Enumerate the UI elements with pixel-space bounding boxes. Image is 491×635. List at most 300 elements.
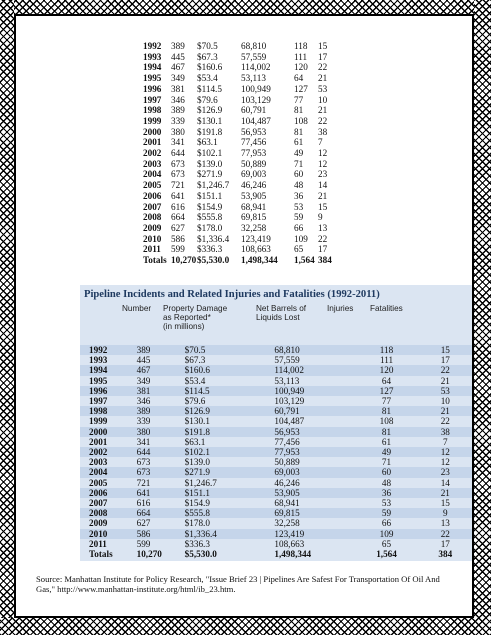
table-cell: 71	[294, 158, 304, 169]
table-cell: 2005	[89, 477, 108, 488]
table-cell: 17	[440, 538, 450, 549]
table-cell: 7	[318, 137, 323, 148]
table-cell: 111	[379, 355, 394, 366]
table-cell: 60	[381, 467, 392, 478]
table-row	[80, 498, 472, 508]
table-cell: 2003	[143, 158, 162, 169]
table-cell: 664	[171, 212, 185, 223]
table-cell: 10	[318, 94, 328, 105]
table-cell: 53,113	[274, 375, 300, 386]
inner-frame-top	[14, 14, 474, 16]
table-cell: 1998	[143, 105, 162, 116]
table-cell: 2002	[143, 148, 162, 159]
table-cell: 108,663	[274, 538, 305, 549]
table-cell: 60,791	[241, 105, 267, 116]
table-cell: 15	[318, 201, 328, 212]
table-row	[80, 376, 472, 386]
table-cell: 7	[442, 436, 448, 447]
table-cell: 57,559	[241, 51, 267, 62]
table-cell: 65	[294, 244, 304, 255]
table-cell: 2001	[89, 436, 108, 447]
table-cell: 32,258	[274, 518, 300, 529]
table-cell: 346	[171, 94, 185, 105]
table-cell: 49	[294, 148, 304, 159]
table-cell: 1997	[89, 396, 108, 407]
table-cell: 13	[318, 222, 328, 233]
table-cell: 9	[442, 508, 448, 519]
table-cell: $139.0	[184, 457, 210, 468]
table-row	[80, 365, 472, 375]
table-cell: 17	[318, 244, 328, 255]
table-cell: $555.8	[197, 212, 223, 223]
table-cell: $1,246.7	[197, 180, 230, 191]
table-cell: 127	[294, 83, 308, 94]
table-cell: 22	[440, 416, 450, 427]
table-cell: 118	[379, 345, 394, 355]
pipeline-table	[80, 345, 472, 559]
table-cell: 38	[440, 426, 450, 437]
top-summary-table	[143, 41, 375, 266]
table-cell: 12	[440, 447, 450, 458]
zigzag-border-bottom	[0, 618, 491, 635]
table-cell: 14	[440, 477, 450, 488]
table-cell: 57,559	[274, 355, 300, 366]
table-cell: 2009	[143, 222, 162, 233]
table-cell: 380	[136, 426, 151, 437]
source-citation	[36, 574, 456, 594]
table-cell: $102.1	[197, 148, 223, 159]
table-cell: 59	[294, 212, 304, 223]
zigzag-border-right	[474, 0, 491, 635]
table-cell: 389	[171, 105, 185, 116]
totals-cell: 1,498,344	[241, 255, 278, 266]
table-cell: $63.1	[197, 137, 218, 148]
table-cell: 108,663	[241, 244, 271, 255]
table-cell: 15	[440, 498, 450, 509]
table-row	[143, 41, 336, 52]
totals-cell: $5,530.0	[184, 549, 217, 560]
table-cell: 68,810	[274, 345, 300, 355]
table-cell: 673	[171, 169, 185, 180]
header-barrels-line1: Net Barrels of	[256, 304, 307, 313]
table-cell: $160.6	[184, 365, 210, 376]
table-cell: $70.5	[184, 345, 206, 355]
header-property-damage	[163, 304, 227, 331]
table-cell: 23	[318, 169, 328, 180]
table-row	[80, 518, 472, 528]
table-cell: 389	[171, 41, 185, 51]
table-cell: 2001	[143, 137, 162, 148]
table-cell: 664	[136, 508, 151, 519]
table-cell: $151.1	[184, 487, 210, 498]
totals-cell: 384	[318, 255, 332, 266]
table-cell: 21	[440, 375, 450, 386]
table-cell: 14	[318, 180, 328, 191]
table-cell: 1994	[89, 365, 108, 376]
table-cell: 53	[381, 498, 392, 509]
table-cell: 61	[381, 436, 392, 447]
table-cell: 1996	[89, 385, 108, 396]
table-cell: 21	[318, 190, 328, 201]
table-cell: 77	[294, 94, 304, 105]
table-cell: 381	[136, 385, 151, 396]
header-injuries: Injuries	[327, 304, 354, 313]
header-property-line1: Property Damage	[163, 304, 228, 313]
table-cell: 71	[381, 457, 392, 468]
table-row	[80, 386, 472, 396]
table-cell: 389	[136, 406, 151, 417]
table-cell: 673	[136, 457, 151, 468]
table-cell: 467	[136, 365, 151, 376]
table-cell: $271.9	[184, 467, 210, 478]
table-cell: 2000	[143, 126, 162, 137]
table-cell: $63.1	[184, 436, 206, 447]
table-row	[143, 169, 336, 180]
table-cell: 100,949	[241, 83, 271, 94]
table-cell: 81	[381, 406, 392, 417]
table-row	[143, 95, 336, 106]
table-cell: 1999	[143, 115, 162, 126]
table-cell: $555.8	[184, 508, 210, 519]
table-cell: 349	[136, 375, 151, 386]
table-row	[143, 159, 336, 170]
table-cell: $178.0	[197, 222, 223, 233]
totals-cell: Totals	[89, 549, 113, 560]
table-cell: $336.3	[197, 244, 223, 255]
table-cell: 53	[294, 201, 304, 212]
table-cell: 53	[440, 385, 450, 396]
table-cell: 17	[440, 355, 450, 366]
table-cell: $102.1	[184, 447, 210, 458]
table-cell: 68,941	[274, 498, 300, 509]
table-cell: $191.8	[197, 126, 223, 137]
table-cell: 721	[136, 477, 151, 488]
inner-frame-left	[14, 14, 16, 618]
table-cell: 1996	[143, 83, 162, 94]
table-cell: 53,905	[274, 487, 300, 498]
table-cell: $126.9	[184, 406, 210, 417]
table-cell: 1993	[89, 355, 108, 366]
table-cell: 48	[381, 477, 392, 488]
table-cell: 103,129	[274, 396, 305, 407]
table-cell: 68,941	[241, 201, 267, 212]
table-cell: 48	[294, 180, 304, 191]
table-cell: 60	[294, 169, 304, 180]
table-cell: 17	[318, 51, 328, 62]
table-cell: 50,889	[241, 158, 267, 169]
table-cell: 68,810	[241, 41, 267, 51]
top-table	[143, 41, 336, 266]
table-row	[143, 73, 336, 84]
table-cell: 2004	[89, 467, 108, 478]
table-cell: 81	[294, 126, 304, 137]
panel-title: Pipeline Incidents and Related Injuries and Fatalities (1992-2011)	[84, 289, 380, 300]
pipeline-panel	[80, 285, 472, 561]
table-cell: 2000	[89, 426, 108, 437]
table-cell: $139.0	[197, 158, 223, 169]
table-cell: 2006	[89, 487, 108, 498]
table-cell: 81	[294, 105, 304, 116]
table-cell: 2003	[89, 457, 108, 468]
table-row	[143, 84, 336, 95]
table-cell: $151.1	[197, 190, 223, 201]
table-cell: 109	[379, 528, 394, 539]
table-cell: 65	[381, 538, 392, 549]
table-cell: 1992	[143, 41, 162, 51]
table-cell: $114.5	[184, 385, 210, 396]
table-row	[143, 148, 336, 159]
table-cell: 22	[318, 233, 328, 244]
table-cell: $126.9	[197, 105, 223, 116]
table-cell: 123,419	[274, 528, 305, 539]
table-cell: 586	[171, 233, 185, 244]
table-cell: 2007	[143, 201, 162, 212]
table-cell: 66	[294, 222, 304, 233]
table-cell: 467	[171, 62, 185, 73]
table-cell: 673	[171, 158, 185, 169]
table-cell: 77,456	[241, 137, 267, 148]
table-cell: 69,003	[241, 169, 267, 180]
table-cell: 2011	[143, 244, 161, 255]
table-cell: 599	[171, 244, 185, 255]
table-row	[80, 447, 472, 457]
table-cell: $67.3	[184, 355, 206, 366]
table-cell: 15	[440, 345, 450, 355]
table-cell: 111	[294, 51, 308, 62]
table-cell: 108	[379, 416, 394, 427]
table-row	[80, 508, 472, 518]
table-row	[143, 212, 336, 223]
inner-frame-bottom	[14, 616, 474, 618]
totals-cell: 1,498,344	[274, 549, 312, 560]
table-cell: 46,246	[241, 180, 267, 191]
table-cell: $79.6	[184, 396, 206, 407]
table-cell: 23	[440, 467, 450, 478]
table-cell: 120	[294, 62, 308, 73]
table-cell: 22	[440, 365, 450, 376]
table-cell: 2007	[89, 498, 108, 509]
table-cell: 77	[381, 396, 392, 407]
table-cell: 341	[171, 137, 185, 148]
table-cell: 2008	[89, 508, 108, 519]
table-row	[143, 62, 336, 73]
table-row	[80, 457, 472, 467]
table-cell: 2011	[89, 538, 107, 549]
table-cell: 616	[136, 498, 151, 509]
table-cell: 64	[294, 73, 304, 84]
table-cell: 721	[171, 180, 185, 191]
table-cell: 445	[136, 355, 151, 366]
source-text: Manhattan Institute for Policy Research, "Issue Brief 23 | Pipelines Are Safest For Transportation Of Oil And Gas," http://www.manhattan-institute.org/html/ib_23.htm.	[36, 574, 440, 594]
table-row	[80, 416, 472, 426]
table-row	[143, 244, 336, 255]
table-cell: 381	[171, 83, 185, 94]
table-cell: 38	[318, 126, 328, 137]
totals-cell: 10,270	[171, 255, 197, 266]
table-cell: 2010	[89, 528, 108, 539]
table-cell: 1997	[143, 94, 162, 105]
table-row	[143, 52, 336, 63]
table-cell: 15	[318, 41, 328, 51]
table-cell: $271.9	[197, 169, 223, 180]
table-cell: 644	[171, 148, 185, 159]
table-cell: 1993	[143, 51, 162, 62]
table-cell: 118	[294, 41, 308, 51]
table-cell: 641	[136, 487, 151, 498]
table-row	[80, 345, 472, 355]
table-cell: 53,113	[241, 73, 266, 84]
table-cell: $130.1	[197, 115, 223, 126]
totals-cell: Totals	[143, 255, 167, 266]
table-row	[143, 180, 336, 191]
table-row	[143, 105, 336, 116]
table-cell: 56,953	[241, 126, 267, 137]
table-cell: 21	[318, 105, 328, 116]
header-property-line3: (in millions)	[163, 322, 205, 331]
table-cell: 77,953	[241, 148, 267, 159]
table-cell: 46,246	[274, 477, 300, 488]
table-cell: $336.3	[184, 538, 210, 549]
table-cell: 104,487	[274, 416, 305, 427]
table-cell: $1,336.4	[184, 528, 217, 539]
table-cell: 56,953	[274, 426, 300, 437]
table-cell: 673	[136, 467, 151, 478]
table-cell: 123,419	[241, 233, 271, 244]
table-row	[143, 202, 336, 213]
source-label: Source:	[36, 574, 63, 584]
table-row	[143, 191, 336, 202]
table-cell: 22	[318, 62, 328, 73]
table-cell: 2005	[143, 180, 162, 191]
table-cell: 627	[171, 222, 185, 233]
table-cell: 339	[171, 115, 185, 126]
table-cell: 69,815	[241, 212, 267, 223]
table-cell: 9	[318, 212, 323, 223]
table-cell: $70.5	[197, 41, 218, 51]
table-cell: 66	[381, 518, 392, 529]
table-cell: 103,129	[241, 94, 271, 105]
table-row	[80, 406, 472, 416]
table-cell: 22	[318, 115, 328, 126]
table-cell: 49	[381, 447, 392, 458]
table-row	[143, 234, 336, 245]
table-cell: $160.6	[197, 62, 223, 73]
totals-row	[143, 255, 336, 266]
table-cell: $1,336.4	[197, 233, 230, 244]
totals-cell: 384	[438, 549, 453, 560]
totals-row	[80, 549, 472, 559]
table-cell: $154.9	[197, 201, 223, 212]
header-fatalities: Fatalities	[370, 304, 403, 313]
table-cell: 12	[318, 148, 328, 159]
table-cell: 77,953	[274, 447, 300, 458]
header-property-line2: as Reported*	[163, 313, 211, 322]
table-cell: 127	[379, 385, 394, 396]
table-cell: 21	[440, 406, 450, 417]
table-cell: 12	[440, 457, 450, 468]
table-cell: 108	[294, 115, 308, 126]
totals-cell: 1,564	[294, 255, 315, 266]
table-cell: 36	[381, 487, 392, 498]
table-cell: 104,487	[241, 115, 271, 126]
table-cell: 2002	[89, 447, 108, 458]
table-cell: 59	[381, 508, 392, 519]
table-row	[80, 355, 472, 365]
table-cell: 10	[440, 396, 450, 407]
inner-frame-right	[472, 14, 474, 618]
header-number: Number	[122, 304, 152, 313]
table-cell: 339	[136, 416, 151, 427]
table-cell: 445	[171, 51, 185, 62]
table-cell: 627	[136, 518, 151, 529]
totals-cell: $5,530.0	[197, 255, 230, 266]
table-cell: 60,791	[274, 406, 300, 417]
table-cell: $154.9	[184, 498, 210, 509]
table-cell: 2008	[143, 212, 162, 223]
table-row	[80, 396, 472, 406]
table-row	[143, 127, 336, 138]
totals-cell: 10,270	[136, 549, 162, 560]
table-cell: $79.6	[197, 94, 218, 105]
table-cell: 346	[136, 396, 151, 407]
table-cell: 120	[379, 365, 394, 376]
table-row	[143, 137, 336, 148]
table-cell: 12	[318, 158, 328, 169]
zigzag-border-top	[0, 0, 491, 14]
table-cell: 69,815	[274, 508, 300, 519]
table-cell: 644	[136, 447, 151, 458]
table-cell: 389	[136, 345, 151, 355]
table-cell: 36	[294, 190, 304, 201]
table-cell: 1995	[89, 375, 108, 386]
table-cell: 616	[171, 201, 185, 212]
table-cell: 61	[294, 137, 304, 148]
table-cell: 53,905	[241, 190, 267, 201]
table-cell: 109	[294, 233, 308, 244]
table-cell: 349	[171, 73, 185, 84]
table-cell: 64	[381, 375, 392, 386]
table-cell: $67.3	[197, 51, 218, 62]
table-cell: 50,889	[274, 457, 300, 468]
table-cell: $53.4	[197, 73, 218, 84]
table-cell: 1994	[143, 62, 162, 73]
table-cell: 2004	[143, 169, 162, 180]
table-cell: 341	[136, 436, 151, 447]
table-cell: 1995	[143, 73, 162, 84]
table-cell: 114,002	[241, 62, 271, 73]
table-cell: $191.8	[184, 426, 210, 437]
table-row	[143, 116, 336, 127]
header-barrels-line2: Liquids Lost	[256, 313, 300, 322]
table-row	[80, 539, 472, 549]
table-cell: 1998	[89, 406, 108, 417]
table-cell: $178.0	[184, 518, 210, 529]
header-barrels	[256, 304, 306, 322]
top-table-body	[143, 41, 336, 266]
table-cell: 22	[440, 528, 450, 539]
table-cell: 380	[171, 126, 185, 137]
table-cell: $53.4	[184, 375, 206, 386]
table-cell: 599	[136, 538, 151, 549]
table-cell: 641	[171, 190, 185, 201]
pipeline-table-body	[80, 345, 472, 559]
table-cell: 2010	[143, 233, 162, 244]
table-cell: 586	[136, 528, 151, 539]
table-cell: 2006	[143, 190, 162, 201]
table-row	[80, 478, 472, 488]
table-cell: 32,258	[241, 222, 267, 233]
table-row	[80, 427, 472, 437]
